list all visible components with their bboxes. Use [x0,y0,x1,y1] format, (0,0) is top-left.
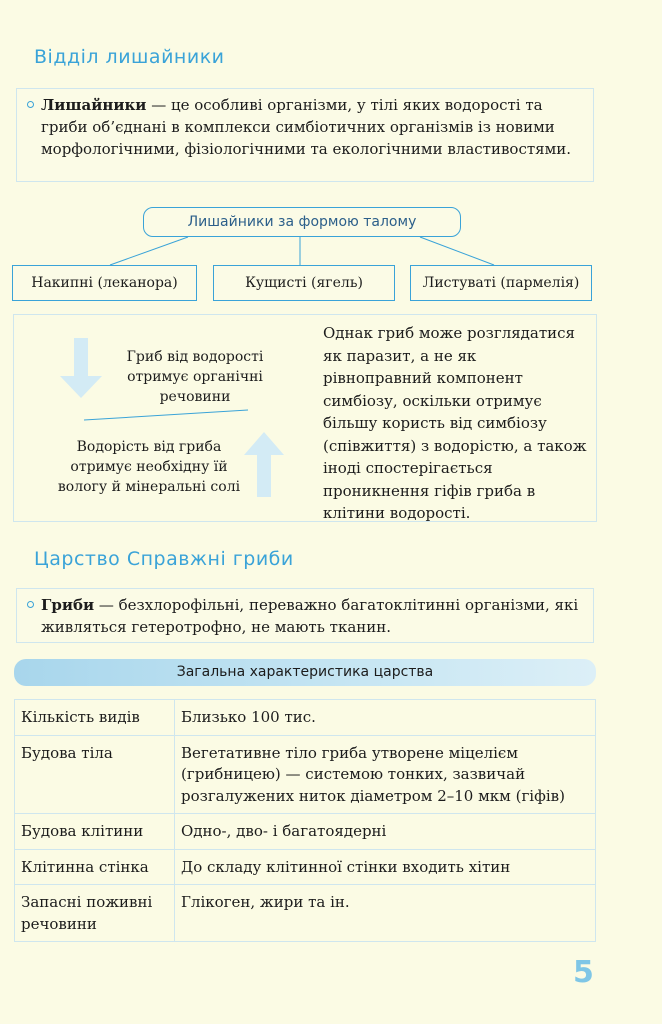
row-value: Одно-, дво- і багатоядерні [175,814,596,850]
fungus-gets-text: Гриб від водорості отримує органічні речовини [126,349,264,405]
row-key: Будова клітини [15,814,175,850]
row-key: Клітинна стінка [15,849,175,885]
row-value: Вегетативне тіло гриба утворене міцелієм (грибницею) — системою тонких, зазвичай розгалужених ниток діаметром 2–10 мкм (гіфів) [175,735,596,814]
table-row [15,849,596,885]
page-number: 5 [573,955,594,990]
row-key: Кількість видів [15,700,175,736]
kingdom-table-title: Загальна характеристика царства [14,659,596,686]
parasitism-note: Однак гриб може розглядатися як паразит, а не як рівноправний компонент симбіозу, оскільки отримує більшу користь від симбіозу (співжиття) з водорістю, а також іноді спостерігається проникнення гіфів гриба в клітини водорості. [323,324,587,522]
type-fruticose: Кущисті (ягель) [213,265,395,301]
row-value: До складу клітинної стінки входить хітин [175,849,596,885]
arrow-down-icon [60,338,102,398]
alga-gets-text: Водорість від гриба отримує необхідну їй вологу й мінеральні солі [57,439,241,495]
type-foliose: Листуваті (пармелія) [410,265,592,301]
definition-term: Гриби [41,596,95,614]
row-key: Будова тіла [15,735,175,814]
table-row [15,735,596,814]
section-heading-lichens: Відділ лишайники [34,46,225,68]
classification-title: Лишайники за формою талому [143,207,461,237]
kingdom-characteristics-table [14,699,596,942]
definition-text: — це особливі організми, у тілі яких водорості та гриби об’єднані в комплекси симбіотичних організмів із новими морфологічними, фізіологічними та екологічними властивостями. [41,96,572,158]
table-row [15,814,596,850]
type-crustose: Накипні (леканора) [12,265,197,301]
section-heading-fungi: Царство Справжні гриби [34,548,294,570]
definition-term: Лишайники [41,96,147,114]
table-row [15,700,596,736]
row-key: Запасні поживні речовини [15,885,175,942]
fungi-definition [16,588,594,643]
table-row [15,885,596,942]
bullet-icon [27,601,34,608]
row-value: Близько 100 тис. [175,700,596,736]
definition-text: — безхлорофільні, переважно багатоклітинні організми, які живляться гетеротрофно, не мають тканин. [41,596,579,636]
arrow-up-icon [244,432,284,497]
row-value: Глікоген, жири та ін. [175,885,596,942]
